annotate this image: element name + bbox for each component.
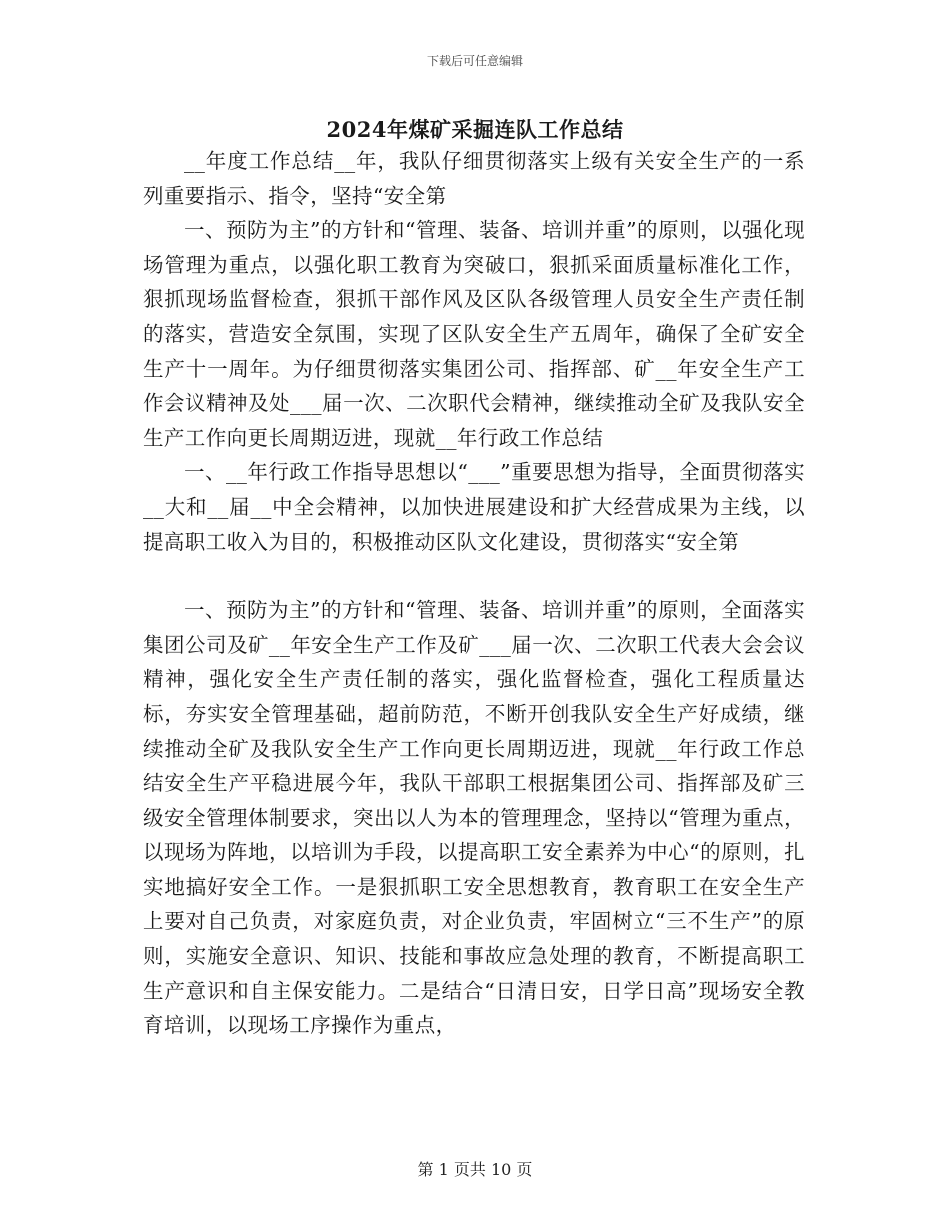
document-body	[143, 144, 805, 1043]
paragraph: 一、预防为主”的方针和“管理、装备、培训并重”的原则，以强化现场管理为重点，以强化职工教育为突破口，狠抓采面质量标准化工作，狠抓现场监督检查，狠抓干部作风及区队各级管理人员安全生产责任制的落实，营造安全氛围，实现了区队安全生产五周年，确保了全矿安全生产十一周年。为仔细贯彻落实集团公司、指挥部、矿__年安全生产工作会议精神及处___届一次、二次职代会精神，继续推动全矿及我队安全生产工作向更长周期迈进，现就__年行政工作总结	[143, 218, 805, 450]
header-note: 下载后可任意编辑	[426, 54, 523, 68]
document-title: 2024年煤矿采掘连队工作总结	[326, 117, 624, 142]
paragraph: __年度工作总结__年，我队仔细贯彻落实上级有关安全生产的一系列重要指示、指令，坚持“安全第	[143, 149, 805, 208]
paragraph: 一、__年行政工作指导思想以“___”重要思想为指导，全面贯彻落实__大和__届__中全会精神，以加快进展建设和扩大经营成果为主线，以提高职工收入为目的，积极推动区队文化建设，贯彻落实“安全第	[143, 460, 805, 554]
paragraph: 一、预防为主”的方针和“管理、装备、培训并重”的原则，全面落实集团公司及矿__年安全生产工作及矿___届一次、二次职工代表大会会议精神，强化安全生产责任制的落实，强化监督检查，强化工程质量达标，夯实安全管理基础，超前防范，不断开创我队安全生产好成绩，继续推动全矿及我队安全生产工作向更长周期迈进，现就__年行政工作总结安全生产平稳进展今年，我队干部职工根据集团公司、指挥部及矿三级安全管理体制要求，突出以人为本的管理理念，坚持以“管理为重点，以现场为阵地，以培训为手段，以提高职工安全素养为中心“的原则，扎实地搞好安全工作。一是狠抓职工安全思想教育，教育职工在安全生产上要对自己负责，对家庭负责，对企业负责，牢固树立“三不生产”的原则，实施安全意识、知识、技能和事故应急处理的教育，不断提高职工生产意识和自主保安能力。二是结合“日清日安，日学日高”现场安全教育培训，以现场工序操作为重点，	[143, 598, 805, 1038]
page-footer: 第 1 页共 10 页	[417, 1160, 533, 1179]
